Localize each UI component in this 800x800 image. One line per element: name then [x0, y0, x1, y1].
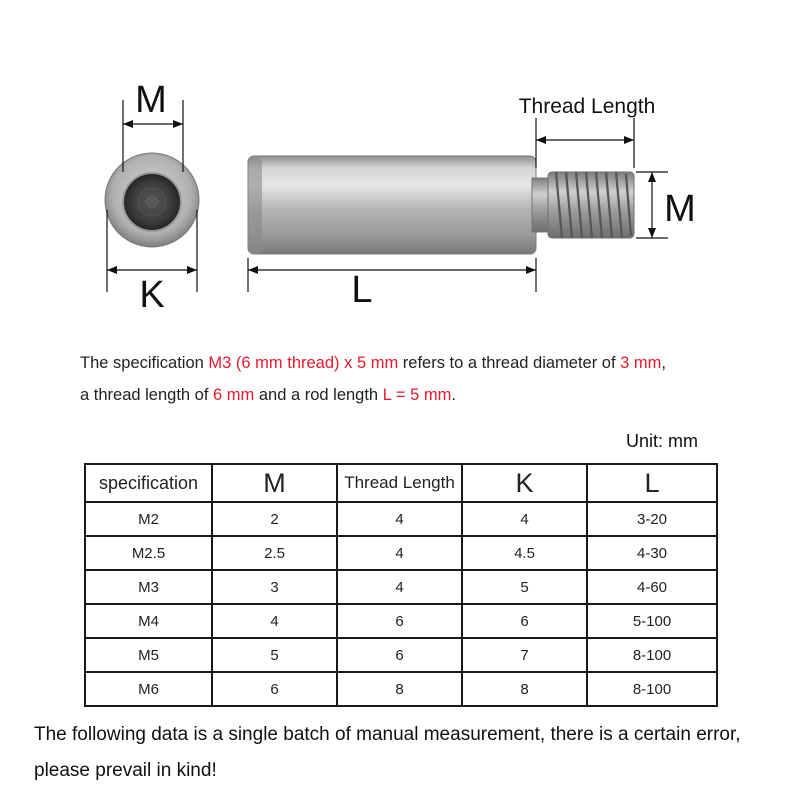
- desc-text: The specification: [80, 354, 209, 372]
- table-row: [85, 570, 717, 604]
- label-thread-length: Thread Length: [518, 95, 656, 118]
- spec-table: [84, 463, 718, 707]
- label-l: L: [351, 269, 373, 311]
- cell-thread-length: 8: [337, 672, 462, 706]
- header-specification: specification: [85, 464, 212, 502]
- cell-m: 2.5: [212, 536, 337, 570]
- cell-k: 4.5: [462, 536, 587, 570]
- label-k: K: [139, 274, 165, 316]
- cell-l: 3-20: [587, 502, 717, 536]
- cell-k: 4: [462, 502, 587, 536]
- cell-k: 8: [462, 672, 587, 706]
- unit-label: Unit: mm: [626, 431, 698, 451]
- desc-text: and a rod length: [254, 386, 383, 404]
- description-line-2: [80, 386, 456, 405]
- cell-m: 5: [212, 638, 337, 672]
- side-view: [248, 156, 634, 254]
- header-l: L: [587, 464, 717, 502]
- desc-highlight-diameter: 3 mm: [620, 354, 662, 372]
- cell-thread-length: 6: [337, 604, 462, 638]
- cell-m: 3: [212, 570, 337, 604]
- footer-note-line-1: The following data is a single batch of manual measurement, there is a certain error,: [34, 724, 741, 745]
- desc-highlight-spec: M3 (6 mm thread) x 5 mm: [208, 354, 399, 372]
- rod-shoulder: [532, 178, 550, 232]
- description-line-1: [80, 354, 666, 373]
- header-m: M: [212, 464, 337, 502]
- rod-body: [248, 156, 536, 254]
- cell-spec: M2.5: [85, 536, 212, 570]
- header-thread-length: Thread Length: [337, 464, 462, 502]
- desc-highlight-length: L = 5 mm: [382, 386, 452, 404]
- dimension-thread-length: [519, 95, 656, 168]
- table-header-row: [85, 464, 717, 502]
- desc-highlight-thread: 6 mm: [213, 386, 255, 404]
- cell-m: 4: [212, 604, 337, 638]
- label-m-top: M: [135, 79, 167, 121]
- cell-l: 8-100: [587, 638, 717, 672]
- cell-m: 2: [212, 502, 337, 536]
- dimension-l: [248, 258, 536, 311]
- cell-spec: M3: [85, 570, 212, 604]
- cell-spec: M2: [85, 502, 212, 536]
- cell-l: 4-60: [587, 570, 717, 604]
- table-row: [85, 536, 717, 570]
- desc-text: ,: [661, 354, 666, 372]
- desc-text: a thread length of: [80, 386, 214, 404]
- cell-l: 4-30: [587, 536, 717, 570]
- desc-text: .: [451, 386, 456, 404]
- end-view-hole: [123, 173, 181, 231]
- dimension-m-right: [636, 172, 696, 238]
- standoff-diagram: [0, 0, 800, 320]
- table-row: [85, 502, 717, 536]
- cell-k: 6: [462, 604, 587, 638]
- cell-spec: M4: [85, 604, 212, 638]
- footer-note-line-2: please prevail in kind!: [34, 760, 217, 781]
- cell-k: 7: [462, 638, 587, 672]
- table-row: [85, 604, 717, 638]
- cell-spec: M6: [85, 672, 212, 706]
- table-row: [85, 638, 717, 672]
- cell-m: 6: [212, 672, 337, 706]
- header-k: K: [462, 464, 587, 502]
- cell-k: 5: [462, 570, 587, 604]
- table-row: [85, 672, 717, 706]
- cell-thread-length: 4: [337, 536, 462, 570]
- cell-l: 8-100: [587, 672, 717, 706]
- desc-text: refers to a thread diameter of: [398, 354, 621, 372]
- cell-thread-length: 4: [337, 502, 462, 536]
- cell-thread-length: 4: [337, 570, 462, 604]
- cell-spec: M5: [85, 638, 212, 672]
- label-m-right: M: [664, 188, 696, 230]
- cell-thread-length: 6: [337, 638, 462, 672]
- cell-l: 5-100: [587, 604, 717, 638]
- end-view: [105, 153, 199, 247]
